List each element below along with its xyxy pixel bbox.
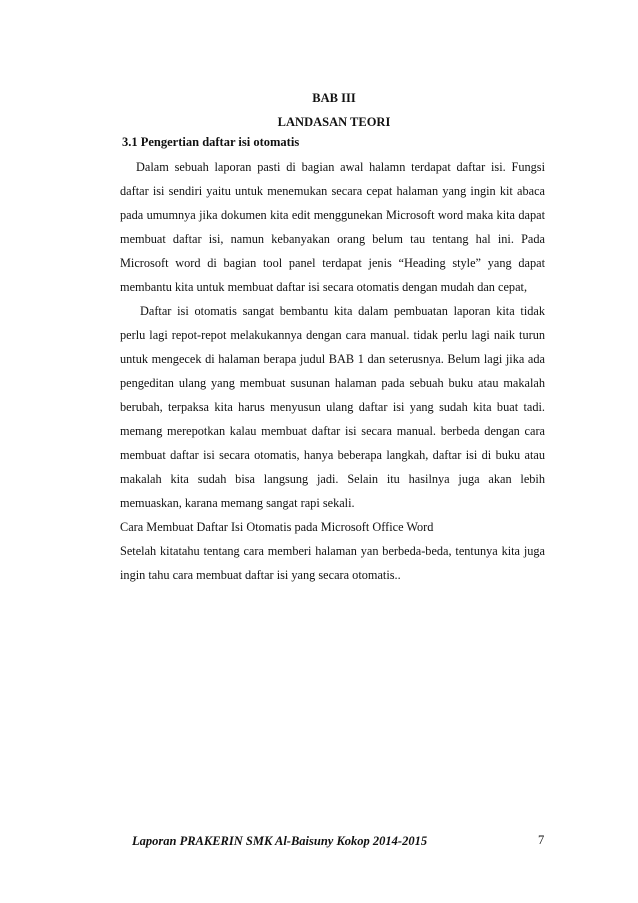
paragraph-benefits: Daftar isi otomatis sangat bembantu kita dalam pembuatan laporan kita tidak perlu lagi repot-repot melakukannya dengan cara manual. tidak perlu lagi naik turun untuk mengecek di halaman berapa judul BAB 1 dan seterusnya. Belum lagi jika ada pengeditan ulang yang membuat susunan halaman pada sebuah buku atau makalah berubah, terpaksa kita harus menyusun ulang daftar isi yang sudah kita buat tadi. memang merepotkan kalau membuat daftar isi secara manual. berbeda dengan cara membuat daftar isi secara otomatis, hanya beberapa langkah, daftar isi di buku atau makalah kita sudah bisa langsung jadi. Selain itu hasilnya juga akan lebih memuaskan, karana memang sangat rapi sekali. [120,304,545,510]
chapter-number: BAB III [312,91,356,105]
chapter-title: LANDASAN TEORI [277,115,391,129]
paragraph-intro: Dalam sebuah laporan pasti di bagian awal halamn terdapat daftar isi. Fungsi daftar isi sendiri yaitu untuk menemukan secara cepat halaman yang ingin kit abaca pada umumnya jika dokumen kita edit menggunekan Microsoft word maka kita dapat membuat daftar isi, namun kebanyakan orang belum tau tentang hal ini. Pada Microsoft word di bagian tool panel terdapat jenis “Heading style” yang dapat membantu kita untuk membuat daftar isi secara otomatis dengan mudah dan cepat, [120,160,545,294]
body-text [120,155,545,587]
section-heading: 3.1 Pengertian daftar isi otomatis [122,135,300,149]
paragraph-closing: Setelah kitatahu tentang cara memberi halaman yan berbeda-beda, tentunya kita juga ingin tahu cara membuat daftar isi yang secara otomatis.. [120,544,545,582]
page-number: 7 [538,833,545,847]
paragraph-subheading: Cara Membuat Daftar Isi Otomatis pada Microsoft Office Word [120,520,434,534]
footer-title: Laporan PRAKERIN SMK Al-Baisuny Kokop 2014-2015 [132,834,428,848]
